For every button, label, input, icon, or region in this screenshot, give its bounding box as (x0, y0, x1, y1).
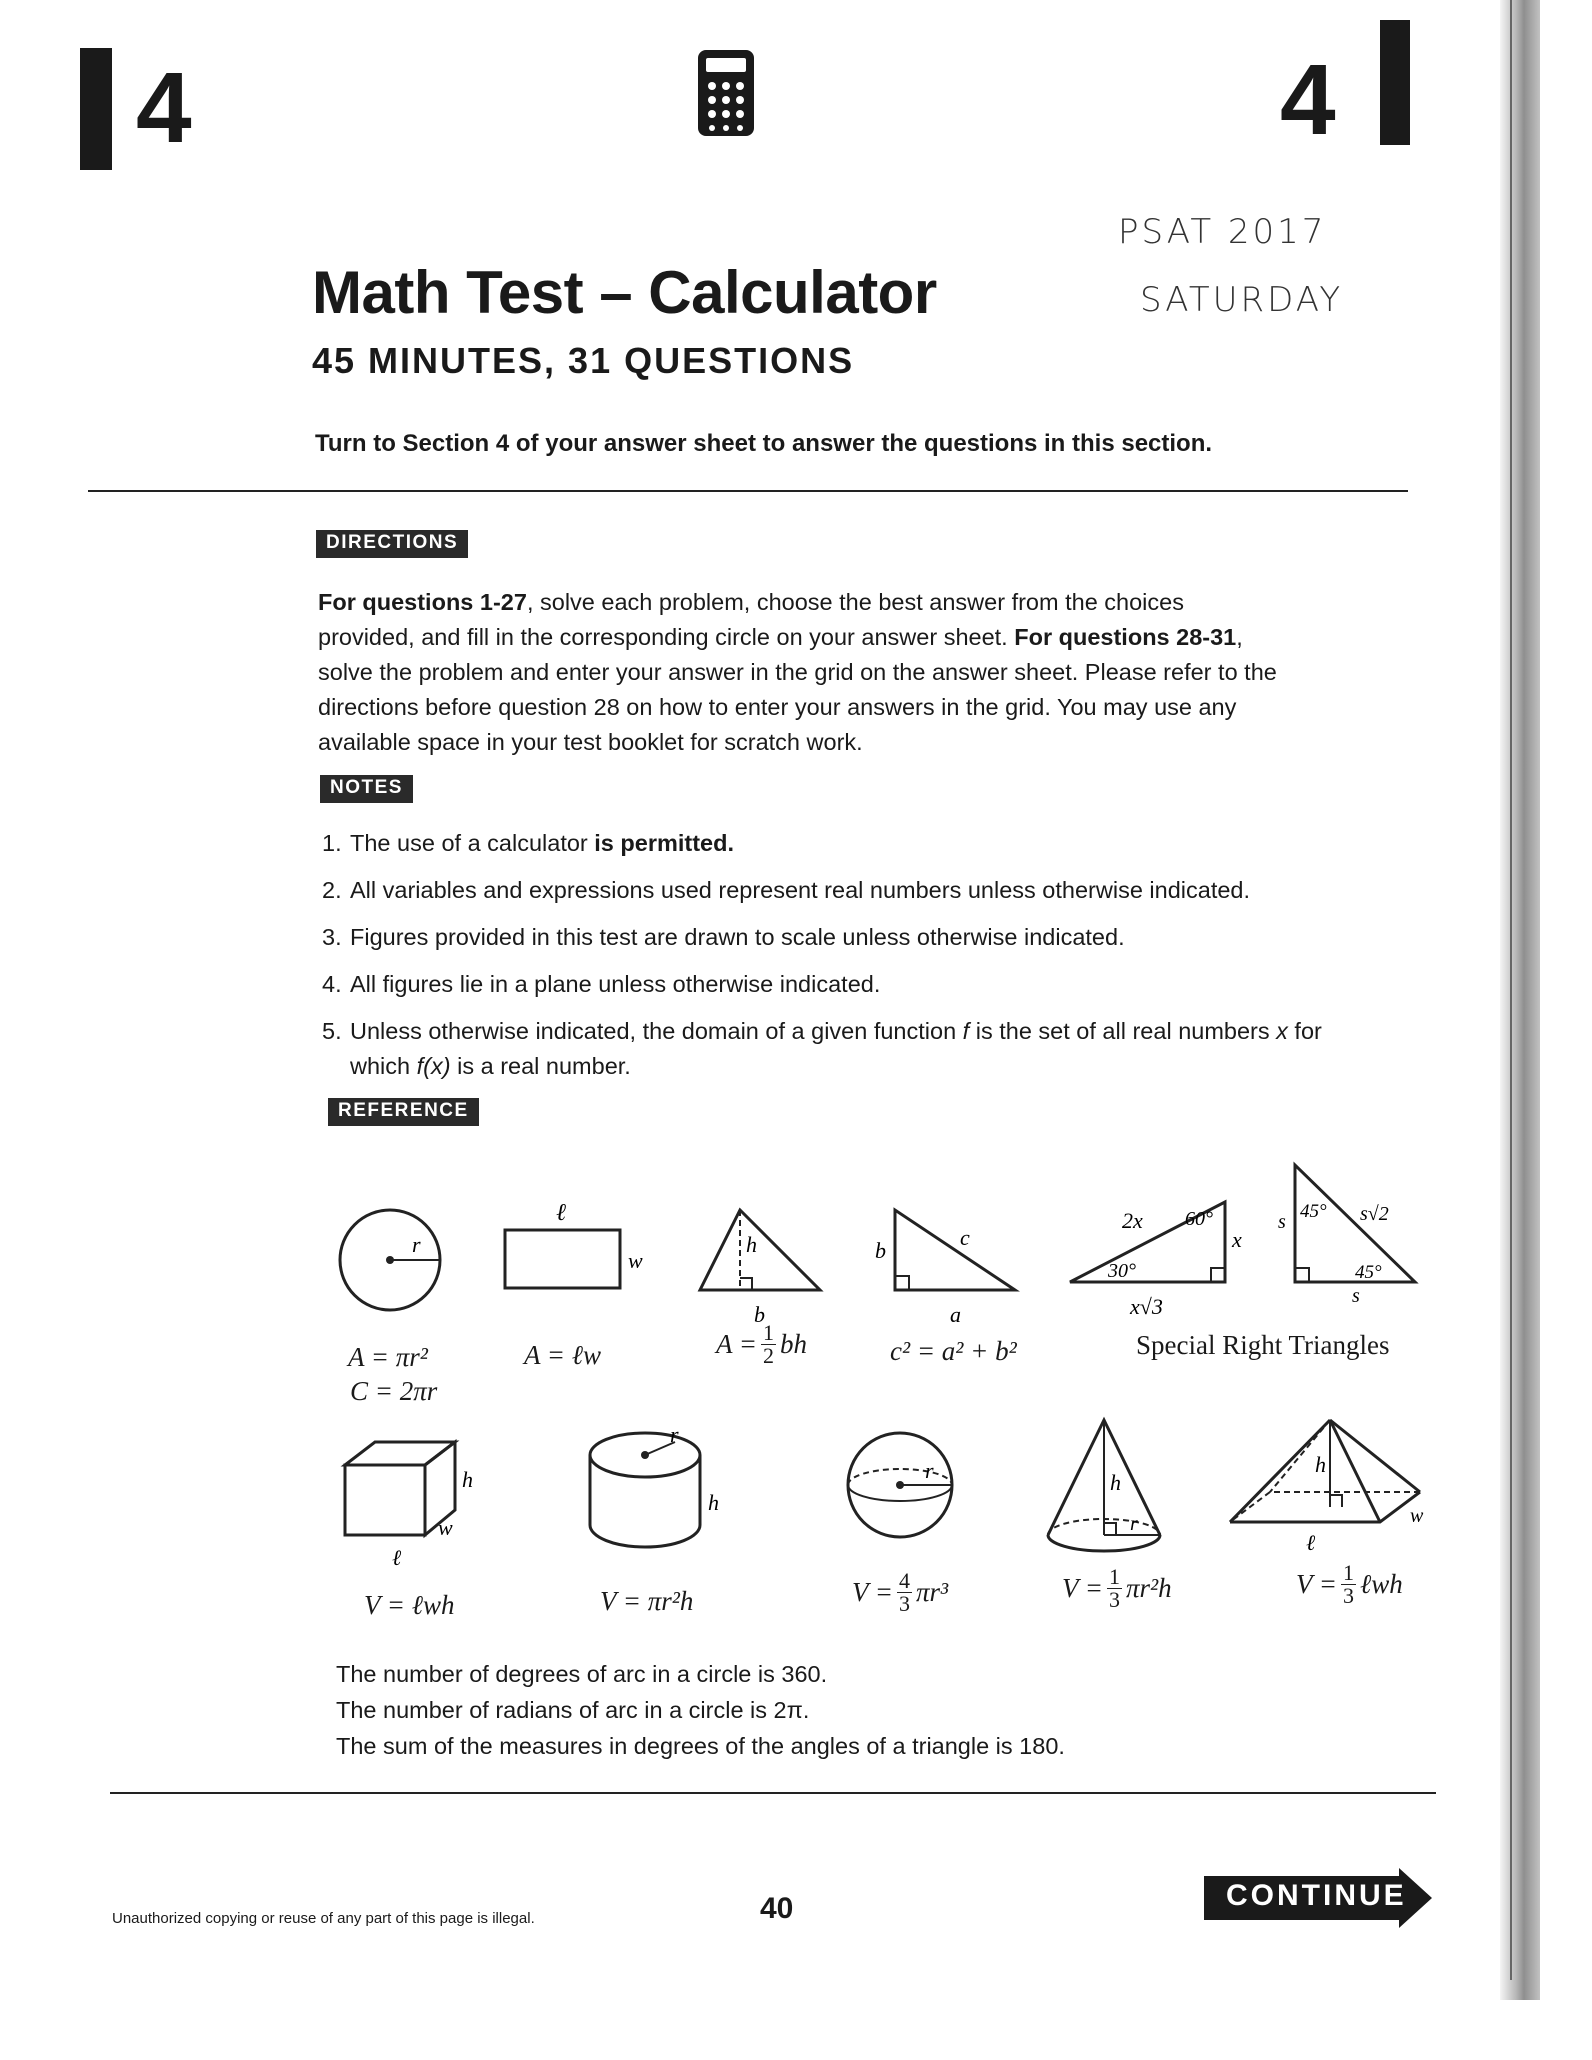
sphere-frac-den: 3 (898, 1591, 910, 1616)
continue-button[interactable] (1204, 1868, 1434, 1928)
note-text-fx: f(x) (416, 1053, 451, 1079)
cone-volume-pre: V = (1062, 1573, 1103, 1603)
page-subtitle: 45 MINUTES, 31 QUESTIONS (312, 340, 855, 381)
pyramid-figure (1230, 1420, 1424, 1555)
note-text-a: Unless otherwise indicated, the domain of a given function (350, 1018, 963, 1044)
box-h-label: h (462, 1467, 473, 1492)
note-text-c: for which (350, 1018, 1322, 1079)
header-divider (88, 490, 1408, 492)
pyramid-frac-num: 1 (1342, 1560, 1354, 1585)
triangle-frac-den: 2 (762, 1343, 774, 1368)
rectangle-figure (505, 1200, 643, 1288)
triangle-area-pre: A = (716, 1329, 757, 1359)
triangle-area-post: bh (779, 1329, 807, 1359)
note-text (350, 826, 734, 861)
directions-text-1: , solve each problem, choose the best answer from the choices provided, and fill in the corresponding circle on your answer sheet. (318, 589, 1184, 650)
box-l-label: ℓ (392, 1545, 402, 1570)
triangle-area-formula (716, 1322, 807, 1367)
pyramid-h-label: h (1315, 1452, 1326, 1477)
directions-text (318, 585, 1278, 760)
note-number: 4. (322, 971, 342, 997)
sphere-r-label: r (925, 1458, 934, 1483)
cone-frac-num: 1 (1108, 1564, 1120, 1589)
note-text-plain: The use of a calculator (350, 830, 595, 856)
pyramid-volume-post: ℓwh (1359, 1569, 1403, 1599)
pythagorean-formula: c² = a² + b² (890, 1336, 1017, 1366)
pythag-b-label: b (875, 1238, 886, 1263)
rect-w-label: w (628, 1248, 643, 1273)
note-number: 5. (322, 1018, 342, 1044)
reference-label: REFERENCE (328, 1098, 479, 1126)
note-text-f: f (962, 1018, 970, 1044)
cone-h-label: h (1110, 1470, 1121, 1495)
circle-area-formula: A = πr² (348, 1342, 428, 1372)
cylinder-h-label: h (708, 1490, 719, 1515)
section-instruction: Turn to Section 4 of your answer sheet to answer the questions in this section. (315, 430, 1213, 457)
label-x-root3: x√3 (1130, 1294, 1163, 1319)
label-s-left: s (1278, 1211, 1286, 1233)
special-right-triangles-caption: Special Right Triangles (1136, 1330, 1390, 1360)
note-text: All figures lie in a plane unless otherwise indicated. (350, 971, 881, 997)
pythag-a-label: a (950, 1302, 961, 1327)
box-w-label: w (438, 1515, 453, 1540)
rectangular-box-figure (345, 1442, 473, 1570)
triangle-figure (700, 1210, 820, 1327)
reference-facts (336, 1656, 1065, 1764)
note-text-b: is the set of all real numbers (969, 1018, 1277, 1044)
pythag-c-label: c (960, 1225, 970, 1250)
page-title: Math Test – Calculator (312, 259, 937, 326)
sphere-volume-pre: V = (852, 1577, 893, 1607)
box-volume-formula: V = ℓwh (364, 1590, 455, 1620)
note-item (322, 873, 1362, 908)
sphere-volume-post: πr³ (915, 1577, 949, 1607)
notes-label: NOTES (320, 775, 413, 803)
cylinder-volume-formula: V = πr²h (600, 1586, 694, 1616)
cone-figure (1048, 1420, 1160, 1551)
rectangle-area-formula: A = ℓw (524, 1340, 601, 1370)
forty-five-triangle (1278, 1165, 1415, 1307)
notes-list (322, 826, 1362, 1096)
note-text: Figures provided in this test are drawn to scale unless otherwise indicated. (350, 924, 1125, 950)
right-triangle-figure (875, 1210, 1015, 1327)
note-text: All variables and expressions used represent real numbers unless otherwise indicated. (350, 877, 1251, 903)
reference-divider (110, 1792, 1436, 1794)
thirty-sixty-ninety-triangle (1070, 1202, 1242, 1319)
circle-circumference-formula: C = 2πr (350, 1376, 438, 1406)
sphere-frac-num: 4 (898, 1568, 910, 1593)
left-section-number: 4 (136, 52, 192, 164)
note-item (322, 967, 1362, 1002)
right-section-bar (1380, 20, 1410, 145)
note-item (322, 1014, 1362, 1084)
label-s-bottom: s (1352, 1285, 1360, 1307)
note-text-x: x (1276, 1018, 1288, 1044)
cone-volume-post: πr²h (1125, 1573, 1172, 1603)
note-text-d: is a real number. (450, 1053, 631, 1079)
rect-l-label: ℓ (556, 1200, 566, 1226)
directions-bold-2: For questions 28-31 (1014, 624, 1237, 650)
pyramid-volume-formula (1296, 1562, 1403, 1607)
directions-label: DIRECTIONS (316, 530, 468, 558)
pyramid-l-label: ℓ (1306, 1530, 1316, 1555)
cylinder-r-label: r (670, 1422, 679, 1447)
page-edge-line (1510, 0, 1512, 1980)
pyramid-w-label: w (1410, 1505, 1424, 1527)
label-x: x (1232, 1227, 1242, 1252)
note-number: 3. (322, 924, 342, 950)
label-2x: 2x (1122, 1208, 1143, 1233)
cylinder-figure (590, 1422, 719, 1547)
pyramid-volume-pre: V = (1296, 1569, 1337, 1599)
fact-line: The number of radians of arc in a circle is 2π. (336, 1697, 810, 1723)
circle-figure (340, 1210, 440, 1310)
note-number: 2. (322, 877, 342, 903)
sphere-figure (848, 1433, 952, 1537)
directions-text-2: , solve the problem and enter your answer in the grid on the answer sheet. Please refer to the directions before question 28 on how to enter your answers in the grid. You may use any available space in your test booklet for scratch work. (318, 624, 1277, 755)
note-text-bold: is permitted. (594, 830, 735, 856)
reference-figures-row1 (330, 1160, 1460, 1340)
label-s-root2: s√2 (1360, 1203, 1389, 1225)
cone-frac-den: 3 (1108, 1587, 1120, 1612)
calculator-icon (696, 48, 756, 143)
page-edge-shadow (1500, 0, 1540, 2000)
continue-label: CONTINUE (1226, 1879, 1407, 1912)
label-30: 30° (1108, 1260, 1136, 1282)
label-45-bottom: 45° (1355, 1262, 1382, 1283)
left-section-bar (80, 48, 112, 170)
page-number: 40 (760, 1892, 794, 1925)
fact-line: The number of degrees of arc in a circle is 360. (336, 1661, 828, 1687)
reference-figures-row2 (330, 1410, 1460, 1580)
handwritten-note-line1: PSAT 2017 (1118, 212, 1327, 252)
note-number: 1. (322, 830, 342, 856)
sphere-volume-formula (852, 1570, 948, 1615)
label-60: 60° (1185, 1208, 1213, 1230)
cone-r-label: r (1130, 1513, 1138, 1535)
triangle-frac-num: 1 (762, 1320, 774, 1345)
note-item (322, 920, 1362, 955)
label-45-top: 45° (1300, 1201, 1327, 1222)
triangle-h-label: h (746, 1232, 757, 1257)
cone-volume-formula (1062, 1566, 1172, 1611)
circle-r-label: r (412, 1232, 421, 1257)
directions-bold-1: For questions 1-27 (318, 589, 527, 615)
pyramid-frac-den: 3 (1342, 1583, 1354, 1608)
handwritten-note-line2: SATURDAY (1140, 280, 1344, 320)
note-text (350, 1014, 1362, 1084)
right-section-number: 4 (1280, 44, 1336, 156)
fact-line: The sum of the measures in degrees of the angles of a triangle is 180. (336, 1733, 1065, 1759)
triangle-b-label: b (754, 1302, 765, 1327)
note-item (322, 826, 1362, 861)
copyright-notice: Unauthorized copying or reuse of any part of this page is illegal. (112, 1910, 535, 1927)
